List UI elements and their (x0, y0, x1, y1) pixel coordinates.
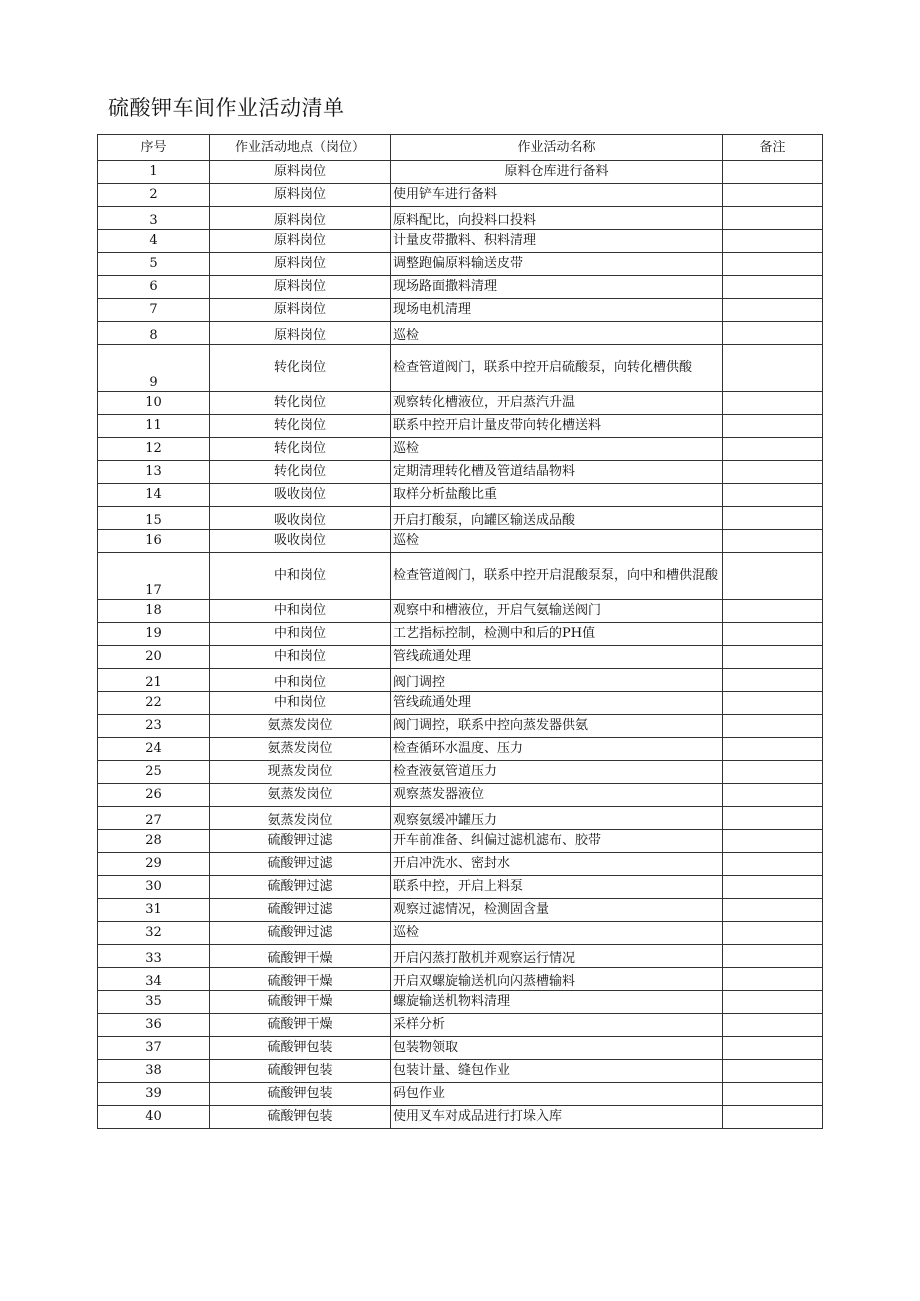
row-note (723, 899, 823, 922)
row-activity-name: 观察过滤情况，检测固含量 (391, 899, 723, 922)
table-row (98, 876, 823, 899)
row-activity-name: 现场路面撒料清理 (391, 276, 723, 299)
row-activity-name: 原料配比，向投料口投料 (391, 207, 723, 230)
row-note (723, 161, 823, 184)
row-activity-name: 原料仓库进行备料 (391, 161, 723, 184)
row-serial-no: 15 (98, 507, 210, 530)
row-serial-no: 8 (98, 322, 210, 345)
row-note (723, 830, 823, 853)
row-location: 硫酸钾包装 (210, 1106, 391, 1129)
row-activity-name: 巡检 (391, 922, 723, 945)
row-location: 转化岗位 (210, 438, 391, 461)
row-location: 氨蒸发岗位 (210, 715, 391, 738)
row-location: 原料岗位 (210, 230, 391, 253)
table-row (98, 738, 823, 761)
row-serial-no: 9 (98, 345, 210, 392)
table-row (98, 968, 823, 991)
table-row (98, 461, 823, 484)
row-note (723, 207, 823, 230)
row-location: 硫酸钾过滤 (210, 922, 391, 945)
table-row (98, 484, 823, 507)
row-serial-no: 20 (98, 646, 210, 669)
table-row (98, 807, 823, 830)
row-note (723, 853, 823, 876)
row-serial-no: 40 (98, 1106, 210, 1129)
row-serial-no: 26 (98, 784, 210, 807)
table-row (98, 230, 823, 253)
row-serial-no: 19 (98, 623, 210, 646)
row-location: 硫酸钾过滤 (210, 853, 391, 876)
row-activity-name: 码包作业 (391, 1083, 723, 1106)
row-note (723, 553, 823, 600)
row-note (723, 807, 823, 830)
table-row (98, 945, 823, 968)
row-location: 中和岗位 (210, 669, 391, 692)
row-serial-no: 30 (98, 876, 210, 899)
table-row (98, 761, 823, 784)
row-serial-no: 11 (98, 415, 210, 438)
row-activity-name: 联系中控开启计量皮带向转化槽送料 (391, 415, 723, 438)
table-row (98, 322, 823, 345)
table-row (98, 392, 823, 415)
row-activity-name: 取样分析盐酸比重 (391, 484, 723, 507)
row-note (723, 1037, 823, 1060)
row-note (723, 945, 823, 968)
row-serial-no: 33 (98, 945, 210, 968)
row-serial-no: 32 (98, 922, 210, 945)
row-note (723, 761, 823, 784)
row-serial-no: 38 (98, 1060, 210, 1083)
row-serial-no: 36 (98, 1014, 210, 1037)
row-location: 氨蒸发岗位 (210, 807, 391, 830)
row-activity-name: 工艺指标控制，检测中和后的PH值 (391, 623, 723, 646)
table-row (98, 669, 823, 692)
row-note (723, 530, 823, 553)
row-location: 中和岗位 (210, 600, 391, 623)
table-header-row (98, 135, 823, 161)
activity-list-table (97, 134, 823, 1129)
row-activity-name: 管线疏通处理 (391, 692, 723, 715)
row-note (723, 991, 823, 1014)
row-note (723, 784, 823, 807)
row-serial-no: 18 (98, 600, 210, 623)
row-activity-name: 阀门调控，联系中控向蒸发器供氨 (391, 715, 723, 738)
row-activity-name: 采样分析 (391, 1014, 723, 1037)
row-activity-name: 调整跑偏原料输送皮带 (391, 253, 723, 276)
row-location: 原料岗位 (210, 322, 391, 345)
table-row (98, 507, 823, 530)
table-row (98, 184, 823, 207)
row-location: 转化岗位 (210, 392, 391, 415)
table-row (98, 784, 823, 807)
row-serial-no: 34 (98, 968, 210, 991)
row-location: 中和岗位 (210, 646, 391, 669)
table-row (98, 299, 823, 322)
row-location: 原料岗位 (210, 299, 391, 322)
row-activity-name: 开启双螺旋输送机向闪蒸槽输料 (391, 968, 723, 991)
row-serial-no: 4 (98, 230, 210, 253)
row-note (723, 184, 823, 207)
row-note (723, 968, 823, 991)
row-location: 硫酸钾包装 (210, 1037, 391, 1060)
row-location: 硫酸钾包装 (210, 1060, 391, 1083)
table-row (98, 623, 823, 646)
document-title: 硫酸钾车间作业活动清单 (108, 96, 345, 120)
row-activity-name: 包装物领取 (391, 1037, 723, 1060)
table-row (98, 692, 823, 715)
row-activity-name: 巡检 (391, 322, 723, 345)
row-location: 吸收岗位 (210, 530, 391, 553)
header-activity-name: 作业活动名称 (391, 135, 723, 161)
row-serial-no: 12 (98, 438, 210, 461)
row-location: 原料岗位 (210, 207, 391, 230)
table-row (98, 1083, 823, 1106)
row-note (723, 253, 823, 276)
row-location: 硫酸钾干燥 (210, 991, 391, 1014)
row-activity-name: 观察氨缓冲罐压力 (391, 807, 723, 830)
row-serial-no: 23 (98, 715, 210, 738)
row-note (723, 276, 823, 299)
row-location: 硫酸钾过滤 (210, 876, 391, 899)
row-serial-no: 29 (98, 853, 210, 876)
row-activity-name: 检查管道阀门，联系中控开启混酸泵泵，向中和槽供混酸 (391, 553, 723, 600)
row-note (723, 669, 823, 692)
row-note (723, 1083, 823, 1106)
row-serial-no: 7 (98, 299, 210, 322)
row-activity-name: 计量皮带撒料、积料清理 (391, 230, 723, 253)
table-row (98, 646, 823, 669)
row-location: 转化岗位 (210, 461, 391, 484)
row-activity-name: 观察转化槽液位，开启蒸汽升温 (391, 392, 723, 415)
row-note (723, 438, 823, 461)
row-activity-name: 开启打酸泵，向罐区输送成品酸 (391, 507, 723, 530)
row-activity-name: 巡检 (391, 438, 723, 461)
table-row (98, 1106, 823, 1129)
row-note (723, 692, 823, 715)
row-activity-name: 阀门调控 (391, 669, 723, 692)
row-note (723, 461, 823, 484)
table-row (98, 438, 823, 461)
row-location: 原料岗位 (210, 276, 391, 299)
row-location: 硫酸钾干燥 (210, 1014, 391, 1037)
row-activity-name: 使用铲车进行备料 (391, 184, 723, 207)
header-serial-no: 序号 (98, 135, 210, 161)
row-serial-no: 5 (98, 253, 210, 276)
table-row (98, 530, 823, 553)
header-note: 备注 (723, 135, 823, 161)
table-row (98, 1060, 823, 1083)
row-serial-no: 13 (98, 461, 210, 484)
table-row (98, 553, 823, 600)
table-row (98, 1014, 823, 1037)
table-row (98, 161, 823, 184)
row-location: 原料岗位 (210, 184, 391, 207)
row-serial-no: 22 (98, 692, 210, 715)
row-note (723, 507, 823, 530)
row-serial-no: 39 (98, 1083, 210, 1106)
row-location: 硫酸钾干燥 (210, 968, 391, 991)
row-activity-name: 管线疏通处理 (391, 646, 723, 669)
row-serial-no: 31 (98, 899, 210, 922)
table-row (98, 415, 823, 438)
table-row (98, 830, 823, 853)
row-serial-no: 35 (98, 991, 210, 1014)
row-note (723, 484, 823, 507)
row-location: 氨蒸发岗位 (210, 738, 391, 761)
table-row (98, 253, 823, 276)
row-location: 中和岗位 (210, 692, 391, 715)
row-note (723, 1014, 823, 1037)
row-activity-name: 联系中控，开启上料泵 (391, 876, 723, 899)
row-serial-no: 17 (98, 553, 210, 600)
row-activity-name: 定期清理转化槽及管道结晶物料 (391, 461, 723, 484)
table-row (98, 276, 823, 299)
row-activity-name: 包装计量、缝包作业 (391, 1060, 723, 1083)
row-note (723, 230, 823, 253)
row-note (723, 415, 823, 438)
row-activity-name: 检查液氨管道压力 (391, 761, 723, 784)
row-note (723, 1106, 823, 1129)
row-location: 转化岗位 (210, 415, 391, 438)
table-row (98, 922, 823, 945)
row-note (723, 299, 823, 322)
row-serial-no: 16 (98, 530, 210, 553)
row-location: 中和岗位 (210, 623, 391, 646)
row-note (723, 392, 823, 415)
row-activity-name: 开启冲洗水、密封水 (391, 853, 723, 876)
table-row (98, 600, 823, 623)
row-activity-name: 螺旋输送机物料清理 (391, 991, 723, 1014)
row-note (723, 876, 823, 899)
row-activity-name: 开启闪蒸打散机并观察运行情况 (391, 945, 723, 968)
row-location: 中和岗位 (210, 553, 391, 600)
table-row (98, 715, 823, 738)
row-serial-no: 28 (98, 830, 210, 853)
table-row (98, 991, 823, 1014)
row-location: 氨蒸发岗位 (210, 784, 391, 807)
row-activity-name: 巡检 (391, 530, 723, 553)
row-location: 转化岗位 (210, 345, 391, 392)
row-serial-no: 6 (98, 276, 210, 299)
row-location: 原料岗位 (210, 253, 391, 276)
row-location: 原料岗位 (210, 161, 391, 184)
table-row (98, 207, 823, 230)
row-note (723, 322, 823, 345)
row-serial-no: 27 (98, 807, 210, 830)
row-activity-name: 开车前准备、纠偏过滤机滤布、胶带 (391, 830, 723, 853)
row-activity-name: 现场电机清理 (391, 299, 723, 322)
row-location: 现蒸发岗位 (210, 761, 391, 784)
row-serial-no: 24 (98, 738, 210, 761)
row-location: 吸收岗位 (210, 507, 391, 530)
row-activity-name: 使用叉车对成品进行打垛入库 (391, 1106, 723, 1129)
row-serial-no: 3 (98, 207, 210, 230)
row-serial-no: 14 (98, 484, 210, 507)
row-location: 硫酸钾干燥 (210, 945, 391, 968)
row-note (723, 715, 823, 738)
row-note (723, 1060, 823, 1083)
row-location: 硫酸钾过滤 (210, 899, 391, 922)
row-serial-no: 1 (98, 161, 210, 184)
row-note (723, 922, 823, 945)
row-serial-no: 25 (98, 761, 210, 784)
row-serial-no: 21 (98, 669, 210, 692)
row-note (723, 600, 823, 623)
table-row (98, 345, 823, 392)
row-location: 硫酸钾过滤 (210, 830, 391, 853)
row-serial-no: 37 (98, 1037, 210, 1060)
row-activity-name: 检查循环水温度、压力 (391, 738, 723, 761)
table-row (98, 853, 823, 876)
row-activity-name: 观察中和槽液位，开启气氨输送阀门 (391, 600, 723, 623)
row-activity-name: 观察蒸发器液位 (391, 784, 723, 807)
row-activity-name: 检查管道阀门，联系中控开启硫酸泵，向转化槽供酸 (391, 345, 723, 392)
header-location: 作业活动地点（岗位） (210, 135, 391, 161)
row-location: 硫酸钾包装 (210, 1083, 391, 1106)
table-row (98, 899, 823, 922)
table-row (98, 1037, 823, 1060)
row-note (723, 623, 823, 646)
row-serial-no: 10 (98, 392, 210, 415)
row-location: 吸收岗位 (210, 484, 391, 507)
row-serial-no: 2 (98, 184, 210, 207)
row-note (723, 646, 823, 669)
row-note (723, 738, 823, 761)
row-note (723, 345, 823, 392)
